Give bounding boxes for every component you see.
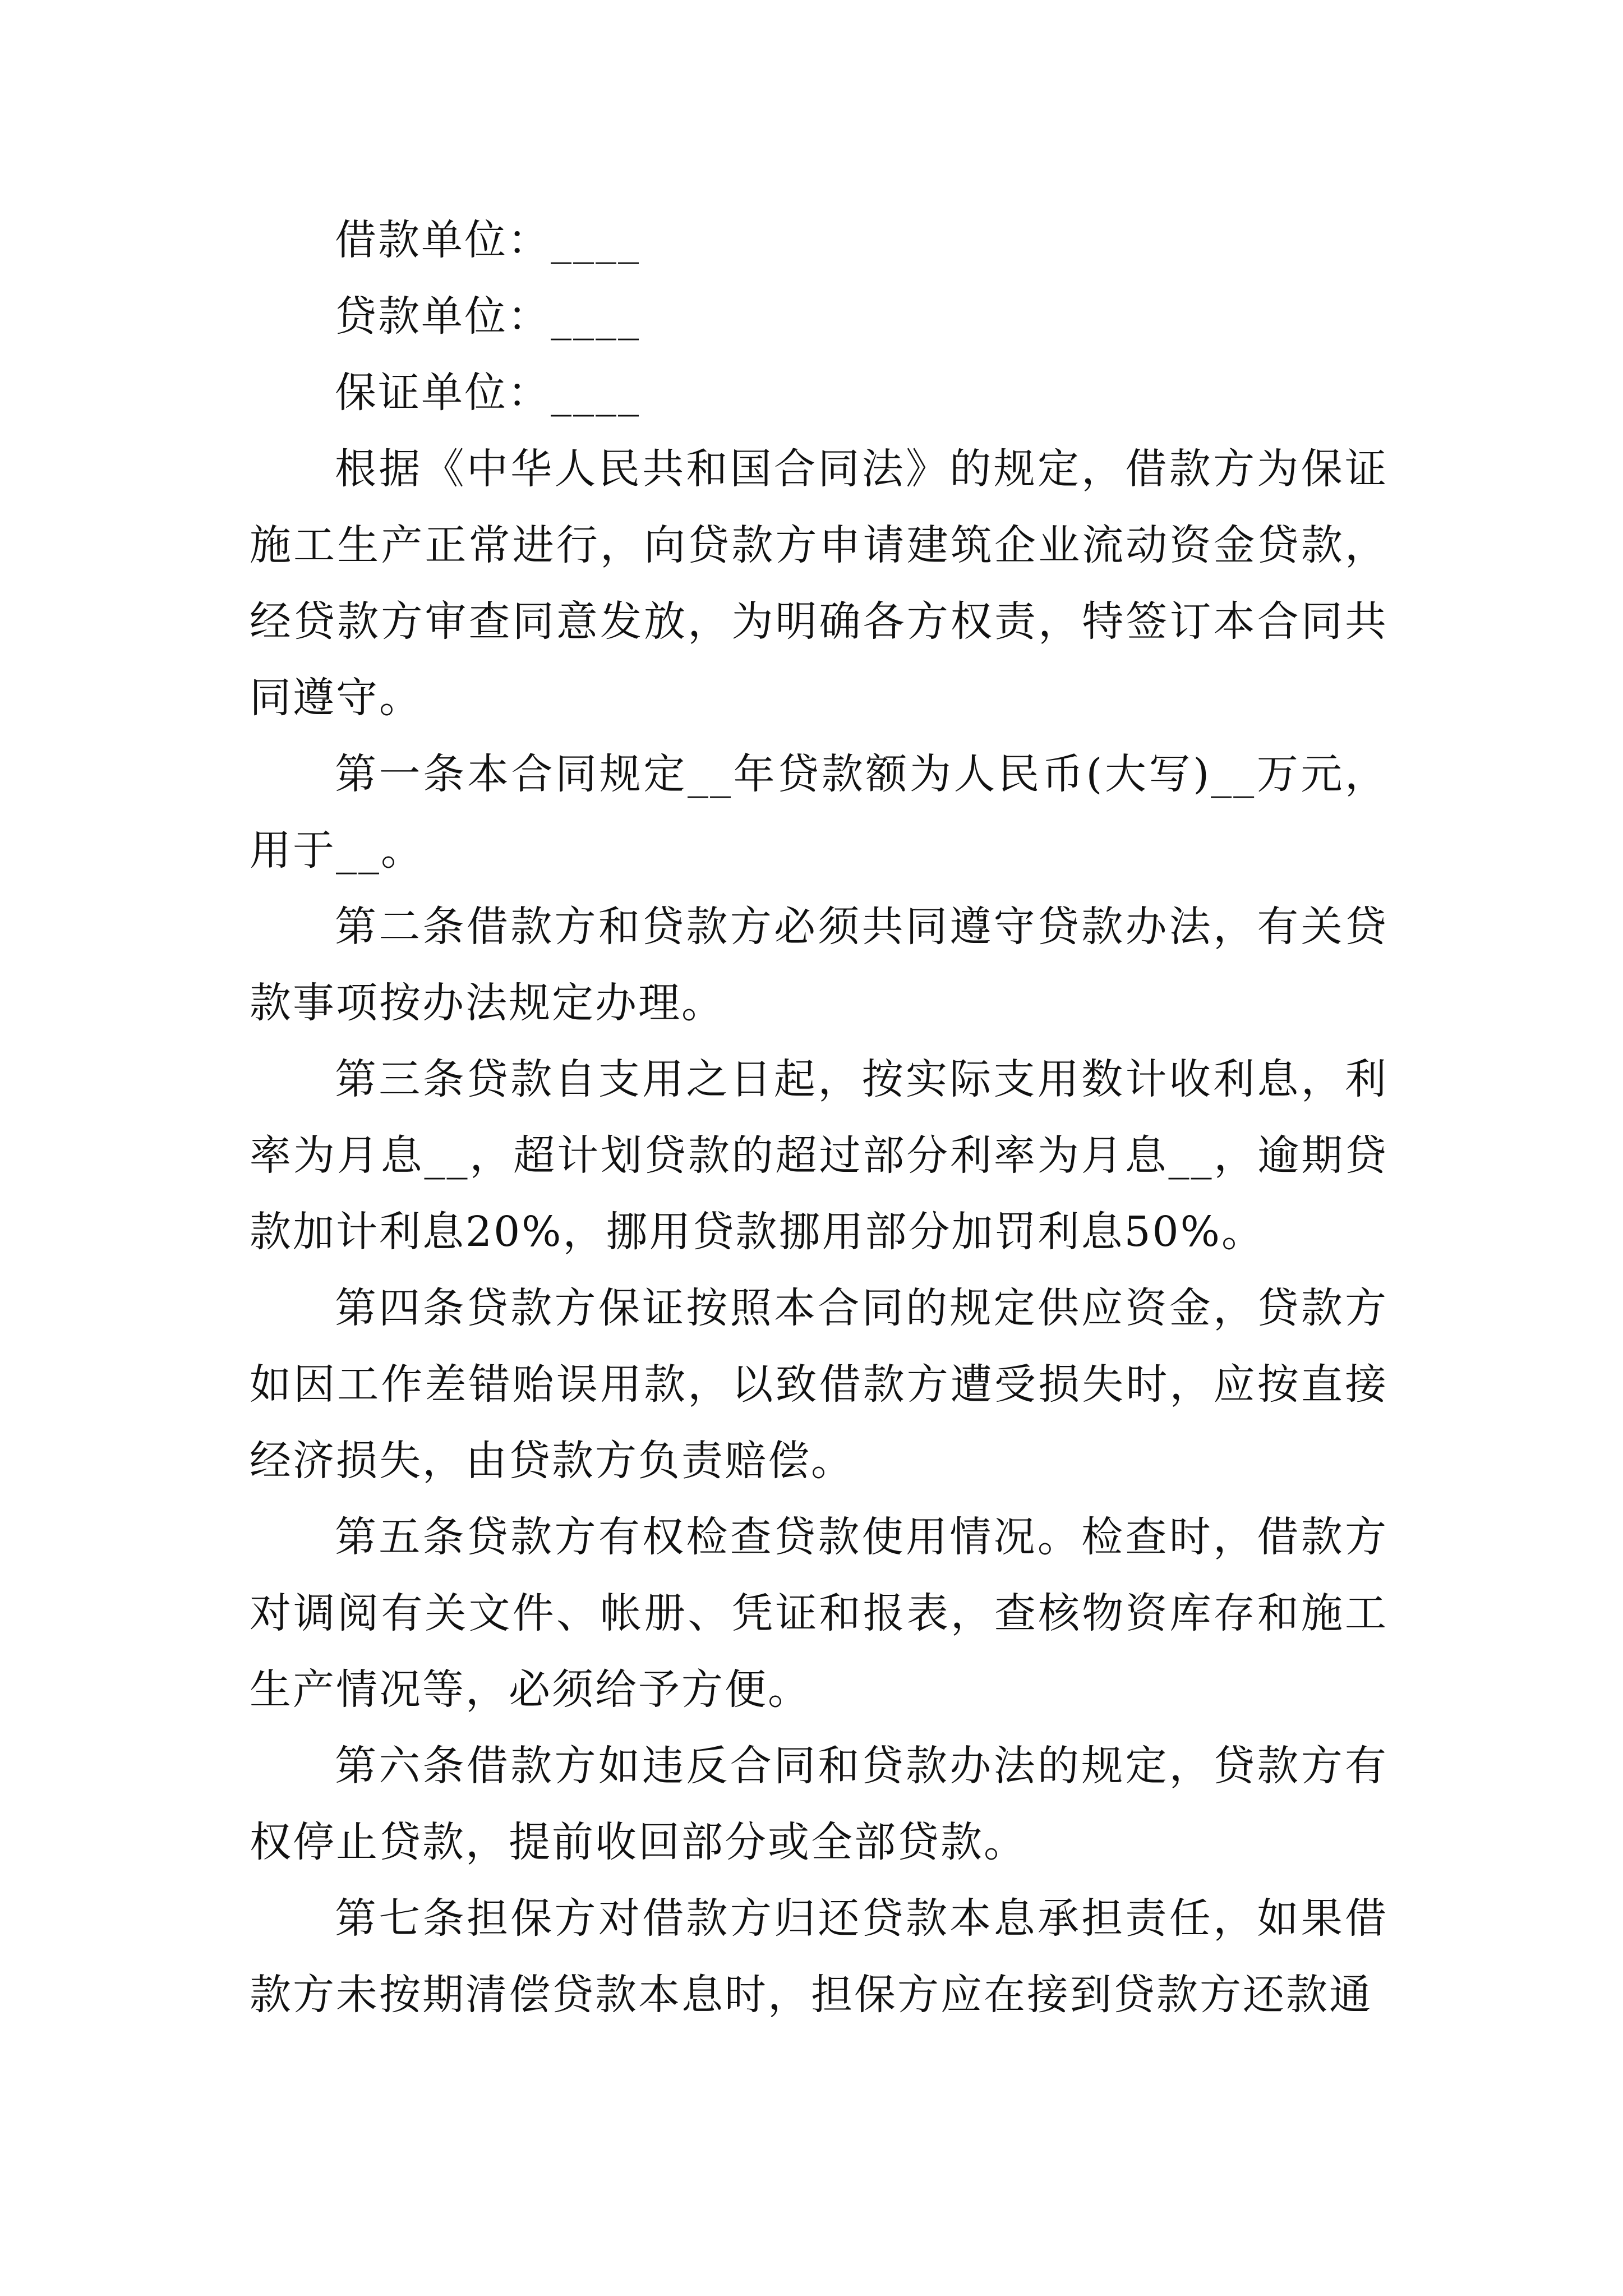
article-5-paragraph: 第五条贷款方有权检查贷款使用情况。检查时，借款方对调阅有关文件、帐册、凭证和报表，查核物资库存和施工生产情况等，必须给予方便。 xyxy=(250,1513,1388,1714)
article-2-paragraph: 第二条借款方和贷款方必须共同遵守贷款办法，有关贷款事项按办法规定办理。 xyxy=(250,903,1388,1027)
article-4-paragraph: 第四条贷款方保证按照本合同的规定供应资金，贷款方如因工作差错贻误用款，以致借款方遭受损失时，应按直接经济损失，由贷款方负责赔偿。 xyxy=(250,1284,1388,1485)
contract-body xyxy=(250,202,1388,2033)
article-7-paragraph: 第七条担保方对借款方归还贷款本息承担责任，如果借款方未按期清偿贷款本息时，担保方应在接到贷款方还款通 xyxy=(250,1894,1388,2019)
borrower-line: 借款单位：____ xyxy=(335,216,640,264)
article-3-paragraph: 第三条贷款自支用之日起，按实际支用数计收利息，利率为月息__，超计划贷款的超过部分利率为月息__，逾期贷款加计利息20%，挪用贷款挪用部分加罚利息50%。 xyxy=(250,1055,1388,1256)
lender-line: 贷款单位：____ xyxy=(335,292,640,341)
article-1-paragraph: 第一条本合同规定__年贷款额为人民币(大写)__万元，用于__。 xyxy=(250,750,1388,875)
preamble-paragraph: 根据《中华人民共和国合同法》的规定，借款方为保证施工生产正常进行，向贷款方申请建筑企业流动资金贷款，经贷款方审查同意发放，为明确各方权责，特签订本合同共同遵守。 xyxy=(250,445,1388,722)
guarantor-line: 保证单位：____ xyxy=(335,369,640,417)
article-6-paragraph: 第六条借款方如违反合同和贷款办法的规定，贷款方有权停止贷款，提前收回部分或全部贷款。 xyxy=(250,1742,1388,1866)
